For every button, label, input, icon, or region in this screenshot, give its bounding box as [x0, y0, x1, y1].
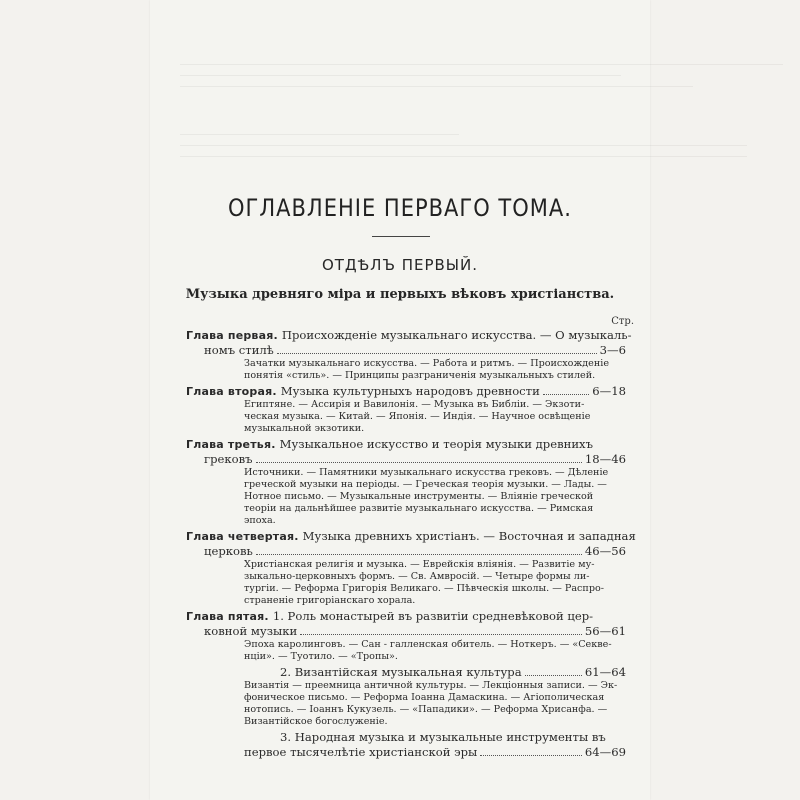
chapter-title-cont: церковь [204, 544, 253, 558]
chapter-details [186, 467, 626, 527]
leader-dots [256, 553, 582, 555]
leader-dots [525, 674, 582, 676]
leader-dots [480, 754, 582, 756]
toc-line [186, 529, 636, 544]
toc-line [186, 452, 626, 467]
leader-dots [256, 461, 582, 463]
chapter-details [186, 680, 626, 728]
toc-entry-chapter-5-part-3[interactable] [186, 730, 626, 760]
table-of-contents [186, 326, 636, 760]
detail-line: Эпоха каролинговъ. — Сан - галленская обитель. — Ноткеръ. — «Секве- [244, 639, 612, 650]
toc-entry-chapter-1[interactable] [186, 328, 632, 382]
page-range: 3—6 [599, 343, 626, 357]
toc-entry-chapter-3[interactable] [186, 437, 626, 527]
show-through-mid: ――――――――――――――――――――――――――――――― ――――――――――――――――――――――――――――――――――――――――――――――――――――――――――――――― ――――――――――――――――――――――――――――――――――――――――――――――――――――――――――――――― [180, 130, 747, 162]
page-range: 46—56 [584, 544, 626, 558]
chapter-title: Происхожденіе музыкальнаго искусства. — О музыкаль- [281, 328, 632, 342]
detail-line: Источники. — Памятники музыкальнаго искусства грековъ. — Дѣленіе [244, 467, 609, 478]
detail-line: греческой музыки на періоды. — Греческая теорія музыки. — Лады. — [244, 479, 607, 490]
toc-line [186, 745, 626, 760]
chapter-title: 3. Народная музыка и музыкальные инструменты въ [280, 730, 606, 744]
detail-line: ческая музыка. — Китай. — Японія. — Индія. — Научное освѣщеніе [244, 411, 591, 422]
page-range: 61—64 [584, 665, 626, 679]
page-range: 56—61 [584, 624, 626, 638]
chapter-title: 2. Византійская музыкальная культура [280, 665, 522, 679]
detail-line: зыкально-церковныхъ формъ. — Св. Амвросій. — Четыре формы ли- [244, 571, 590, 582]
page-column-label: Стр. [611, 316, 634, 327]
chapter-details [186, 358, 626, 382]
chapter-label: Глава третья. [186, 438, 276, 451]
toc-line [186, 730, 626, 745]
detail-line: страненіе григоріанскаго хорала. [244, 595, 416, 606]
detail-line: Византія — преемница античной культуры. — Лекціонныя записи. — Эк- [244, 680, 618, 691]
toc-entry-chapter-5-part-2[interactable] [186, 665, 626, 728]
toc-line [186, 665, 626, 680]
toc-line [186, 544, 626, 559]
page-range: 6—18 [592, 384, 626, 398]
detail-line: музыкальной экзотики. [244, 423, 365, 434]
toc-line [186, 343, 626, 358]
book-page [150, 0, 783, 800]
leader-dots [543, 393, 589, 395]
chapter-title-cont: номъ стилѣ [204, 343, 274, 357]
page-range: 18—46 [584, 452, 626, 466]
chapter-details [186, 559, 626, 607]
detail-line: понятія «стиль». — Принципы разграниченія музыкальныхъ стилей. [244, 370, 596, 381]
section-heading: ОТДѢЛЪ ПЕРВЫЙ. [321, 256, 479, 274]
detail-line: тургіи. — Реформа Григорія Великаго. — Пѣвческія школы. — Распро- [244, 583, 604, 594]
chapter-title: Музыка культурныхъ народовъ древности [280, 384, 540, 398]
detail-line: Византійское богослуженіе. [244, 716, 388, 727]
detail-line: эпоха. [244, 515, 276, 526]
chapter-details [186, 639, 626, 663]
toc-entry-chapter-5-part-1[interactable] [186, 609, 626, 663]
page-title: ОГЛАВЛЕНІЕ ПЕРВАГО ТОМА. [228, 194, 572, 222]
chapter-title-cont: грековъ [204, 452, 253, 466]
toc-line [186, 609, 626, 624]
detail-line: Зачатки музыкальнаго искусства. — Работа и ритмъ. — Происхожденіе [244, 358, 609, 369]
toc-line [186, 384, 626, 399]
chapter-label: Глава четвертая. [186, 530, 299, 543]
leader-dots [277, 352, 597, 354]
chapter-label: Глава пятая. [186, 610, 269, 623]
chapter-label: Глава первая. [186, 329, 278, 342]
page-range: 64—69 [584, 745, 626, 759]
toc-line [186, 437, 626, 452]
chapter-details [186, 399, 626, 435]
detail-line: теоріи на дальнѣйшее развитіе музыкальнаго искусства. — Римская [244, 503, 594, 514]
toc-entry-chapter-4[interactable] [186, 529, 636, 607]
toc-line [186, 624, 626, 639]
chapter-title-cont: ковной музыки [204, 624, 298, 638]
show-through-top: ――――――――――――――――――――――――――――――――――――――――――――――――――――――――――――――――――― ――――――――――――――――――――――――――――――――――――――――――――――――― ――――――――――――――――――――――――――――――――――――――――――――――――――――――――― [180, 60, 783, 92]
detail-line: Нотное письмо. — Музыкальные инструменты. — Вліяніе греческой [244, 491, 594, 502]
detail-line: нотопись. — Іоаннъ Кукузель. — «Пападики». — Реформа Хрисанфа. — [244, 704, 608, 715]
chapter-title: Музыка древнихъ христіанъ. — Восточная и западная [302, 529, 636, 543]
detail-line: нціи». — Туотило. — «Тропы». [244, 651, 398, 662]
title-rule [372, 236, 430, 237]
chapter-title: Музыкальное искусство и теорія музыки древнихъ [279, 437, 593, 451]
toc-entry-chapter-2[interactable] [186, 384, 626, 435]
detail-line: Египтяне. — Ассирія и Вавилонія. — Музыка въ Библіи. — Экзоти- [244, 399, 585, 410]
toc-line [186, 328, 632, 343]
section-subtitle: Музыка древняго міра и первыхъ вѣковъ христіанства. [185, 287, 615, 302]
leader-dots [300, 633, 582, 635]
chapter-title-cont: первое тысячелѣтіе христіанской эры [244, 745, 478, 759]
detail-line: фоническое письмо. — Реформа Іоанна Дамаскина. — Агіополическая [244, 692, 605, 703]
chapter-title: 1. Роль монастырей въ развитіи средневѣковой цер- [272, 609, 594, 623]
detail-line: Христіанская религія и музыка. — Еврейскія вліянія. — Развитіе му- [244, 559, 595, 570]
chapter-label: Глава вторая. [186, 385, 277, 398]
